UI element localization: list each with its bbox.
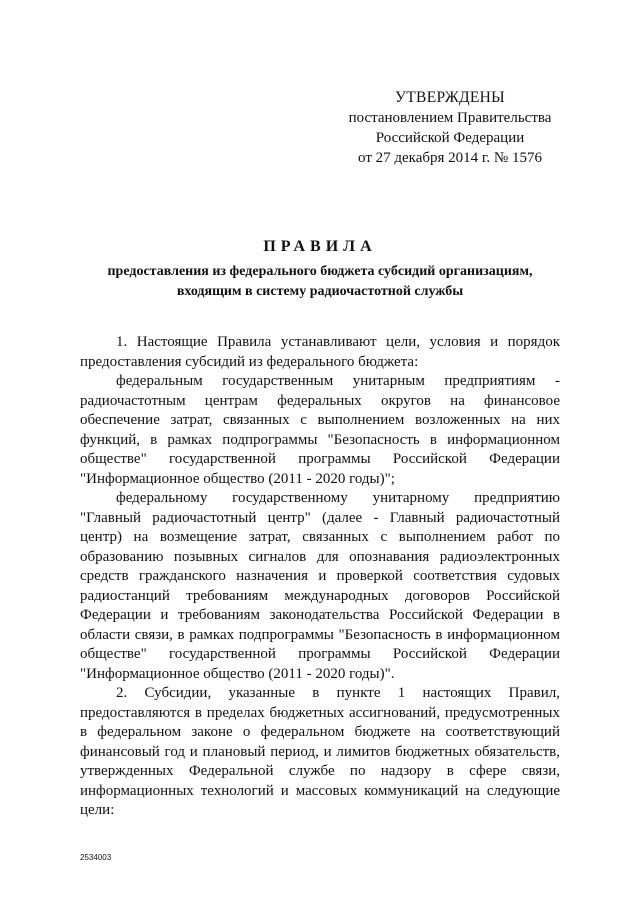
approval-line-1: постановлением Правительства [348, 110, 552, 126]
paragraph-2: федеральным государственным унитарным предприятиям - радиочастотным центрам федеральных округов на финансовое обеспечение затрат, связанных с выполнением возложенных на них функций, в рамках подпрограммы "Безопасность в информационном обществе" государственной программы Российской Федерации "Информационное общество (2011 - 2020 годы)"; [80, 373, 560, 487]
subtitle-line-1: предоставления из федерального бюджета субсидий организациям, [107, 264, 533, 279]
document-title: ПРАВИЛА [263, 238, 377, 255]
paragraph-3: федеральному государственному унитарному предприятию "Главный радиочастотный центр" (далее - Главный радиочастотный центр) на возмещение затрат, связанных с выполнением работ по образованию позывных сигналов для опознавания радиоэлектронных средств гражданского назначения и проверкой соответствия судовых радиостанций требованиям международных договоров Российской Федерации и требованиям законодательства Российской Федерации в области связи, в рамках подпрограммы "Безопасность в информационном обществе" государственной программы Российской Федерации "Информационное общество (2011 - 2020 годы)". [80, 490, 560, 682]
paragraph-1: 1. Настоящие Правила устанавливают цели, условия и порядок предоставления субсидий из федерального бюджета: [80, 334, 560, 370]
approval-line-2: Российской Федерации [375, 130, 525, 146]
document-code: 2534003 [80, 853, 112, 862]
subtitle-line-2: входящим в систему радиочастотной службы [176, 284, 464, 299]
approval-heading: УТВЕРЖДЕНЫ [395, 89, 505, 106]
approval-block [330, 88, 570, 168]
paragraph-4: 2. Субсидии, указанные в пункте 1 настоящих Правил, предоставляются в пределах бюджетных ассигнований, предусмотренных в федеральном законе о федеральном бюджете на соответствующий финансовый год и плановый период, и лимитов бюджетных обязательств, утвержденных Федеральной службе по надзору в сфере связи, информационных технологий и массовых коммуникаций на следующие цели: [80, 685, 560, 818]
document-body [80, 333, 560, 821]
document-subtitle [80, 262, 560, 302]
approval-line-3: от 27 декабря 2014 г. № 1576 [358, 150, 542, 166]
